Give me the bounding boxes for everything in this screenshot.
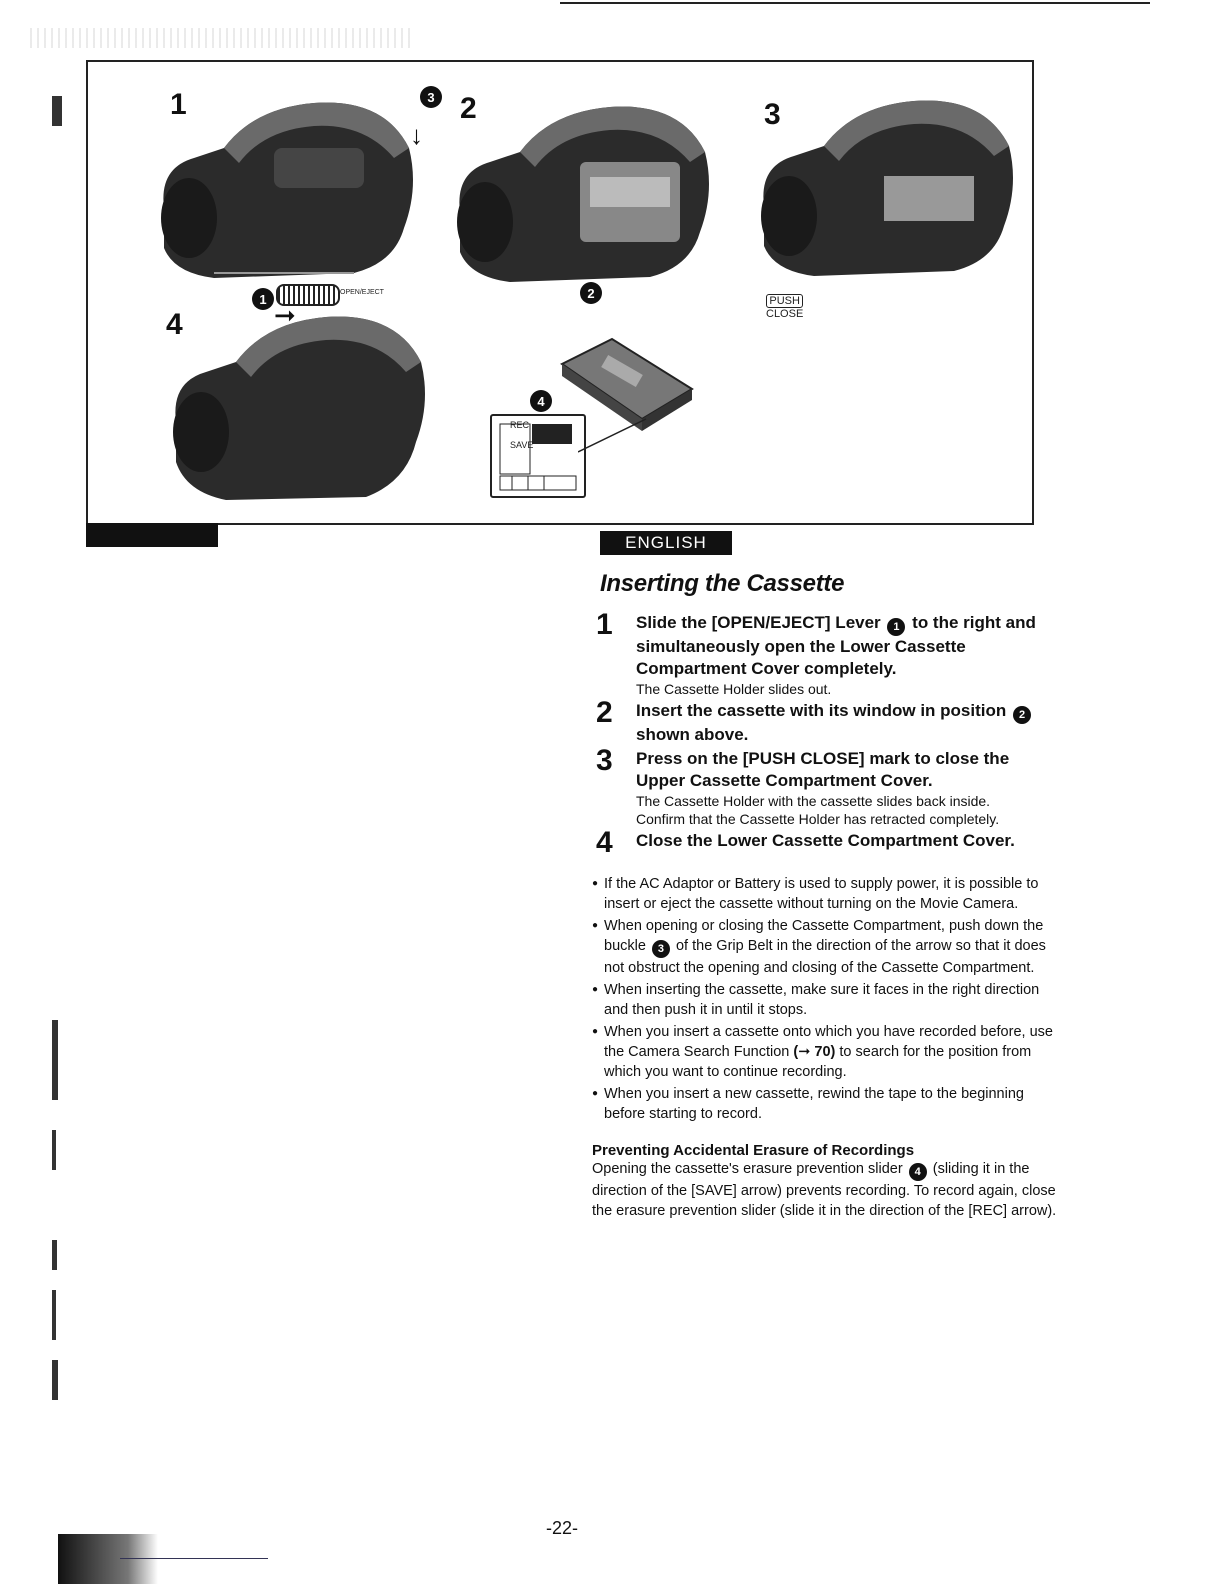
push-label: PUSH [766, 294, 803, 308]
note-text: When you insert a cassette onto which you have recorded before, use the Camera Search Function [604, 1024, 1053, 1060]
callout-3-icon: 3 [420, 86, 442, 108]
scan-corner-shadow [58, 1534, 158, 1584]
page-number: -22- [546, 1518, 579, 1538]
circled-4-icon: 4 [909, 1163, 927, 1181]
camcorder-image-3 [754, 86, 1024, 276]
scan-bottom-line [120, 1558, 268, 1559]
step-heading: Close the Lower Cassette Compartment Cover. [636, 831, 1015, 850]
camcorder-image-1 [154, 88, 424, 278]
scan-edge-mark [52, 96, 62, 126]
instructions-column [592, 570, 1062, 1221]
step-heading-text: to the right and simultaneously open the Lower Cassette Compartment Cover completely. [636, 613, 1036, 678]
rec-label: REC [510, 420, 530, 430]
page-reference: (➞ 70) [793, 1044, 836, 1060]
erasure-slider-inset [490, 414, 586, 498]
top-rule [560, 2, 1150, 4]
figure-step-3-label: 3 [764, 98, 781, 131]
illustration-figure [86, 60, 1034, 525]
circled-3-icon: 3 [652, 940, 670, 958]
scan-edge-mark [52, 1020, 58, 1100]
right-arrow-icon: ➞ [274, 300, 296, 330]
step-number: 4 [596, 826, 613, 859]
step-note: Confirm that the Cassette Holder has retracted completely. [636, 811, 1000, 827]
lever-label: OPEN/EJECT [340, 289, 384, 296]
note-text: When opening or closing the Cassette Compartment, push down the buckle [604, 918, 1044, 954]
note-item: ● If the AC Adaptor or Battery is used to supply power, it is possible to insert or eject the cassette without turning on the Movie Camera. [592, 874, 1062, 914]
note-item [592, 916, 1062, 978]
circled-2-icon: 2 [1013, 706, 1031, 724]
step-note: The Cassette Holder slides out. [636, 681, 832, 697]
scan-edge-mark [52, 1240, 57, 1270]
notes-list [592, 874, 1062, 1124]
erasure-text: Opening the cassette's erasure prevention slider [592, 1161, 903, 1177]
scan-noise [30, 28, 410, 48]
note-text: to search for the position from which you want to continue recording. [604, 1044, 1032, 1080]
close-label: CLOSE [766, 308, 804, 320]
step-number: 2 [596, 696, 613, 729]
camcorder-image-2 [450, 92, 720, 282]
push-close-mark [766, 294, 803, 320]
step-heading: Press on the [PUSH CLOSE] mark to close the Upper Cassette Compartment Cover. [636, 749, 1010, 790]
erasure-text: (sliding it in the direction of the [SAVE] arrow) prevents recording. To record again, close the erasure prevention slider (slide it in the direction of the [REC] arrow). [592, 1161, 1057, 1219]
erasure-body [592, 1159, 1062, 1221]
note-item: ● When you insert a new cassette, rewind the tape to the beginning before starting to record. [592, 1084, 1062, 1124]
callout-line [578, 417, 648, 457]
figure-step-2-label: 2 [460, 92, 477, 125]
step-2 [592, 696, 1062, 746]
callout-2-icon: 2 [580, 282, 602, 304]
step-number: 1 [596, 608, 613, 641]
step-heading [636, 612, 1062, 680]
step-4 [592, 826, 1062, 859]
step-number: 3 [596, 744, 613, 777]
figure-step-1-label: 1 [170, 88, 187, 121]
left-column-black-bar [86, 523, 218, 547]
circled-1-icon: 1 [887, 618, 905, 636]
note-item [592, 1022, 1062, 1082]
scan-edge-mark [52, 1360, 58, 1400]
down-arrow-icon: ↓ [410, 120, 423, 150]
note-text: of the Grip Belt in the direction of the arrow so that it does not obstruct the opening and closing of the Cassette Compartment. [604, 938, 1046, 976]
language-badge: ENGLISH [600, 531, 732, 555]
camcorder-image-4 [166, 302, 436, 502]
step-heading-text: Insert the cassette with its window in position [636, 701, 1007, 720]
step-note: The Cassette Holder with the cassette slides back inside. [636, 793, 991, 809]
figure-step-4-label: 4 [166, 308, 183, 341]
callout-1-icon: 1 [252, 288, 274, 310]
scan-edge-mark [52, 1130, 56, 1170]
scan-edge-mark [52, 1290, 56, 1340]
step-heading-text: shown above. [636, 725, 749, 744]
note-item: ● When inserting the cassette, make sure it faces in the right direction and then push it in until it stops. [592, 980, 1062, 1020]
save-label: SAVE [510, 440, 534, 450]
callout-4-icon: 4 [530, 390, 552, 412]
section-title: Inserting the Cassette [600, 570, 845, 597]
step-1 [592, 608, 1062, 698]
step-heading-text: Slide the [OPEN/EJECT] Lever [636, 613, 881, 632]
step-3 [592, 744, 1062, 828]
erasure-heading: Preventing Accidental Erasure of Recordings [592, 1142, 915, 1159]
step-heading [636, 700, 1062, 746]
